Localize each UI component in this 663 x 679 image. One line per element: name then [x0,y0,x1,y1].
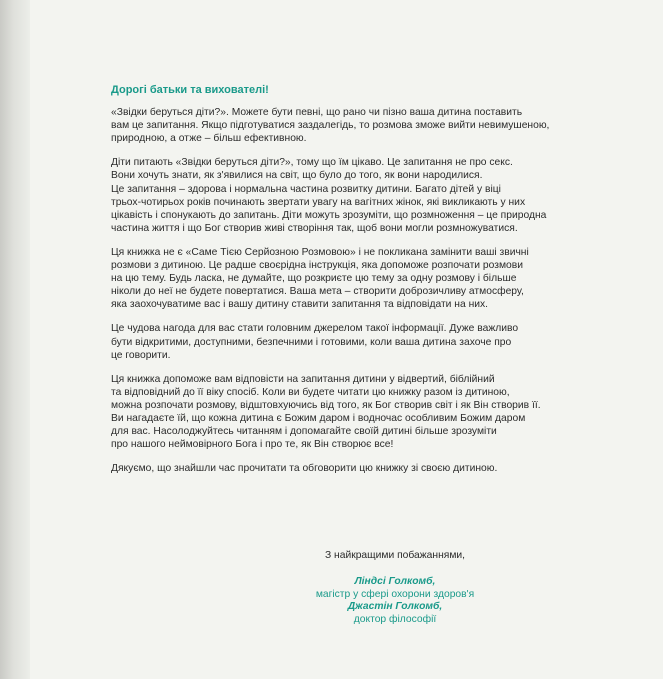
letter-paragraphs [111,106,571,475]
letter-paragraph [111,322,571,361]
paragraph-line: про нашого неймовірного Бога і про те, як Він створює все! [111,439,394,451]
paragraph-line: Це чудова нагода для вас стати головним джерелом такої інформації. Дуже важливо [111,323,519,335]
paragraph-line: для вас. Насолоджуйтесь читанням і допомагайте своїй дитині більше зрозуміти [111,426,497,438]
paragraph-line: Ви нагадаєте їй, що кожна дитина є Божим даром і водночас особливим Божим даром [111,412,526,424]
paragraph-line: бути відкритими, доступними, безпечними і готовими, коли ваша дитина захоче про [111,336,512,348]
paragraph-line: та відповідний до її віку спосіб. Коли ви будете читати цю книжку разом із дитиною, [111,386,510,398]
paragraph-line: на цю тему. Будь ласка, не думайте, що розкриєте цю тему за одну розмову і більше [111,273,517,285]
letter-heading: Дорогі батьки та вихователі! [111,84,269,96]
paragraph-line: частина життя і що Бог створив живі створіння так, щоб вони могли розмножуватися. [111,222,518,234]
paragraph-line: Це запитання – здорова і нормальна частина розвитку дитини. Багато дітей у віці [111,183,501,195]
paragraph-line: це говорити. [111,349,171,361]
paragraph-line: трьох-чотирьох років починають звертати увагу на вагітних жінок, які викликають у них [111,196,526,208]
paragraph-line: можна розпочати розмову, відштовхуючись від того, як Бог створив світ і як Він створив її. [111,399,541,411]
book-page [30,0,663,679]
closing-wish: З найкращими побажаннями, [324,550,466,561]
letter-paragraph [111,106,571,145]
paragraph-line: цікавість і спонукають до запитань. Діти можуть зрозуміти, що розмноження – це природна [111,209,547,221]
author-2-title: доктор філософії [353,613,437,625]
book-spine-shadow [0,0,30,679]
letter-paragraph [111,373,571,452]
paragraph-line: ніколи до неї не будете повертатися. Ваша мета – створити доброзичливу атмосферу, [111,286,524,298]
paragraph-line: Дякуємо, що знайшли час прочитати та обговорити цю книжку зі своєю дитиною. [111,463,498,475]
paragraph-line: яка заохочуватиме вас і вашу дитину ставити запитання та відповідати на них. [111,299,489,311]
paragraph-line: природною, а отже – більш ефективною. [111,133,307,145]
paragraph-line: Діти питають «Звідки беруться діти?», тому що їм цікаво. Це запитання не про секс. [111,157,513,169]
paragraph-line: Вони хочуть знати, як з'явилися на світ, що було до того, як вони народилися. [111,170,483,182]
paragraph-line: вам це запитання. Якщо підготуватися заздалегідь, то розмова зможе вийти невимушеною, [111,120,550,132]
letter-paragraph [111,156,571,235]
paragraph-line: Ця книжка допоможе вам відповісти на запитання дитини у відвертий, біблійний [111,373,495,385]
letter-body [111,84,571,486]
letter-paragraph [111,246,571,311]
author-1-name: Ліндсі Голкомб, [354,576,436,588]
author-2-name: Джастін Голкомб, [347,601,443,613]
letter-closing [280,550,510,626]
author-1-title: магістр у сфері охорони здоров'я [315,588,475,600]
paragraph-line: розмови з дитиною. Це радше своєрідна інструкція, яка допоможе розпочати розмови [111,260,524,272]
letter-paragraph [111,462,571,475]
paragraph-line: «Звідки беруться діти?». Можете бути певні, що рано чи пізно ваша дитина поставить [111,107,523,119]
paragraph-line: Ця книжка не є «Саме Тією Серйозною Розмовою» і не покликана замінити ваші звичні [111,246,529,258]
